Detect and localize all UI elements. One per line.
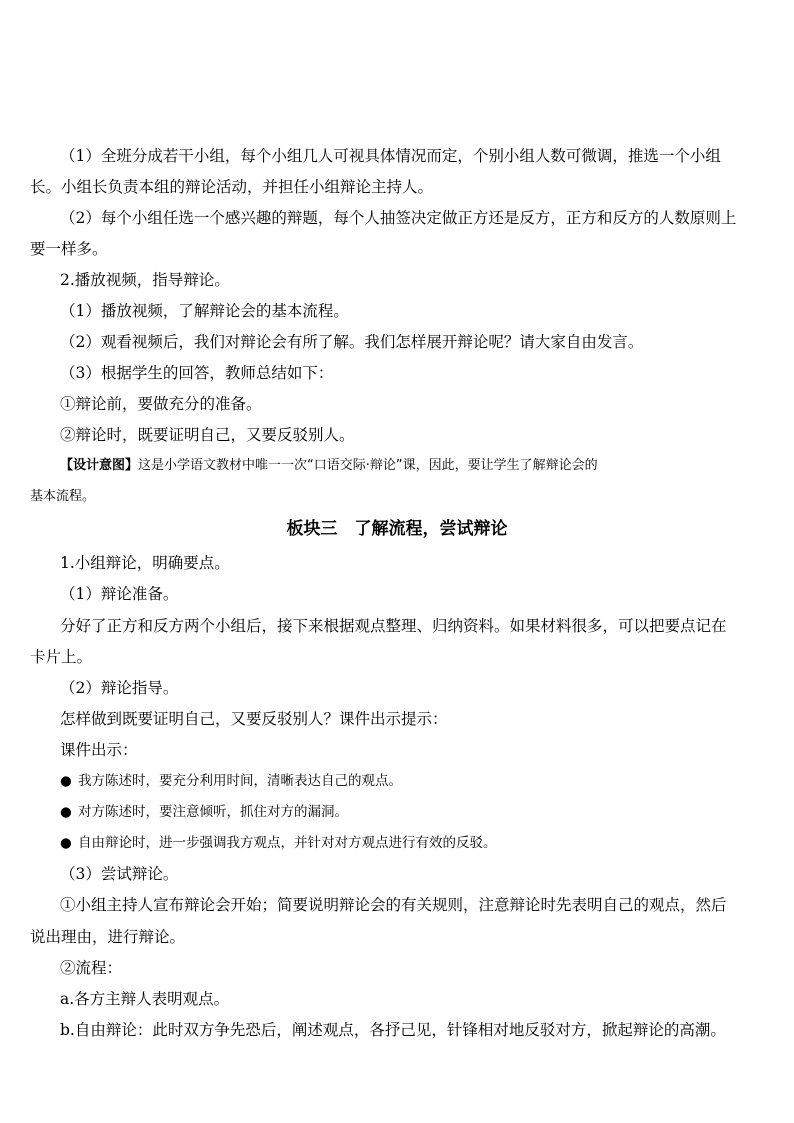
paragraph-line: （2）每个小组任选一个感兴趣的辩题，每个人抽签决定做正方还是反方，正方和反方的人数原则上 — [60, 209, 737, 227]
paragraph-line: 课件出示： — [60, 741, 138, 759]
design-intent-text: 这是小学语文教材中唯一一次“口语交际·辩论”课，因此，要让学生了解辩论会的 — [138, 458, 598, 473]
section-heading: 板块三 了解流程，尝试辩论 — [286, 519, 508, 539]
design-intent-tag: 【设计意图】 — [60, 458, 139, 473]
paragraph-line: ②辩论时，既要证明自己，又要反驳别人。 — [60, 426, 355, 444]
paragraph-line: （3）根据学生的回答，教师总结如下： — [60, 364, 334, 382]
step-heading: 1.小组辩论，明确要点。 — [60, 554, 230, 572]
paragraph-line: 说出理由，进行辩论。 — [30, 928, 186, 946]
list-item-text: 我方陈述时，要充分利用时间，清晰表达自己的观点。 — [78, 773, 402, 789]
paragraph-line: 卡片上。 — [30, 648, 93, 666]
bullet-icon: ● — [60, 773, 72, 789]
list-item — [60, 802, 760, 822]
paragraph-line: （3）尝试辩论。 — [60, 865, 179, 883]
paragraph-line: （2）观看视频后，我们对辩论会有所了解。我们怎样展开辩论呢？请大家自由发言。 — [60, 333, 644, 351]
list-item — [60, 771, 760, 791]
paragraph-line: （1）辩论准备。 — [60, 585, 179, 603]
list-item-text: 对方陈述时，要注意倾听，抓住对方的漏洞。 — [78, 804, 348, 820]
paragraph-line: ①辩论前，要做充分的准备。 — [60, 395, 262, 413]
paragraph-line: a.各方主辩人表明观点。 — [60, 990, 230, 1008]
paragraph-line: （1）播放视频，了解辩论会的基本流程。 — [60, 302, 349, 320]
list-item — [60, 833, 760, 853]
paragraph-line: 要一样多。 — [30, 240, 108, 258]
list-item-text: 自由辩论时，进一步强调我方观点，并针对对方观点进行有效的反驳。 — [78, 835, 497, 851]
bullet-icon: ● — [60, 804, 72, 820]
paragraph-line: 长。小组长负责本组的辩论活动，并担任小组辩论主持人。 — [30, 178, 434, 196]
paragraph-line: （2）辩论指导。 — [60, 679, 179, 697]
bullet-icon: ● — [60, 835, 72, 851]
paragraph-line: b.自由辩论：此时双方争先恐后，阐述观点，各抒己见，针锋相对地反驳对方，掀起辩论的高潮。 — [60, 1021, 726, 1039]
step-heading: 2.播放视频，指导辩论。 — [60, 271, 230, 289]
design-intent — [60, 456, 760, 476]
paragraph-line: （1）全班分成若干小组，每个小组几人可视具体情况而定，个别小组人数可微调，推选一个小组 — [60, 147, 721, 165]
paragraph-line: ①小组主持人宣布辩论会开始；简要说明辩论会的有关规则，注意辩论时先表明自己的观点，然后 — [60, 896, 727, 914]
paragraph-line: 怎样做到既要证明自己，又要反驳别人？课件出示提示： — [60, 710, 448, 728]
design-intent-continuation: 基本流程。 — [30, 489, 96, 504]
paragraph-line: 分好了正方和反方两个小组后，接下来根据观点整理、归纳资料。如果材料很多，可以把要点记在 — [60, 617, 727, 635]
paragraph-line: ②流程： — [60, 959, 123, 977]
